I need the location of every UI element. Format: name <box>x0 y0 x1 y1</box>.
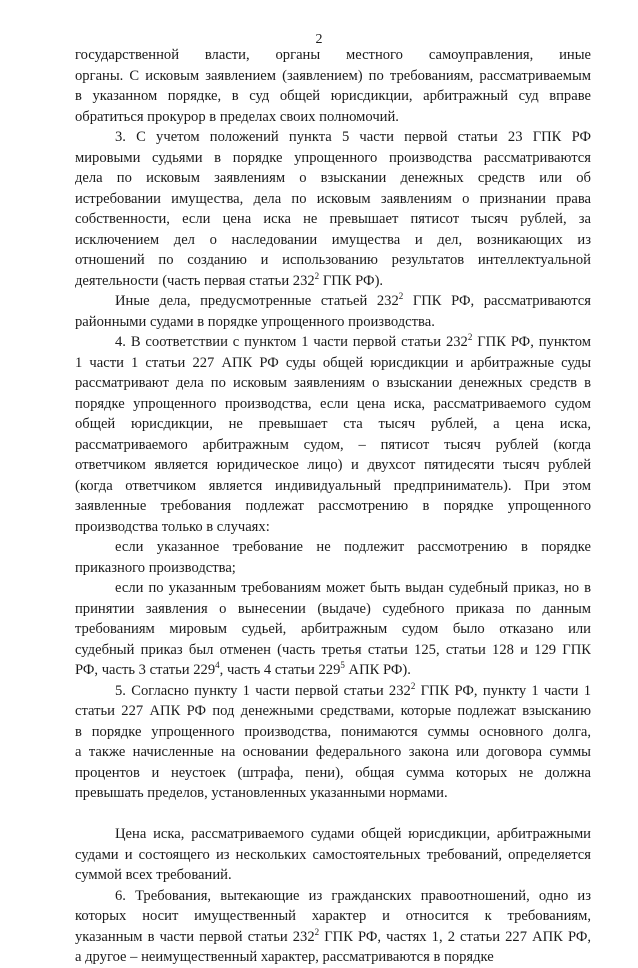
text-line <box>75 763 591 784</box>
paragraph <box>75 681 591 804</box>
line-text: рассматриваемого арбитражным судом, – пятисот тысяч рублей (когда <box>75 436 591 453</box>
text-line <box>75 414 591 435</box>
line-text: исключением дел о наследовании имущества и дел, возникающих из <box>75 231 591 248</box>
text-line <box>75 681 591 702</box>
line-text: , часть 4 статьи 229 <box>219 662 341 678</box>
line-text: ГПК РФ, пунктом <box>472 334 591 350</box>
line-text: процентов и неустоек (штрафа, пени), общая сумма которых не должна <box>75 764 591 781</box>
text-line <box>75 496 591 517</box>
text-line <box>75 86 591 107</box>
blank-line <box>75 804 591 825</box>
text-line <box>75 209 591 230</box>
line-text: ГПК РФ, пункту 1 части 1 <box>415 682 591 699</box>
text-line <box>75 558 591 579</box>
text-line <box>75 189 591 210</box>
paragraph <box>75 127 591 291</box>
text-line <box>75 927 591 948</box>
line-text: дела по исковым заявлениям о взыскании денежных средств или об <box>75 170 591 186</box>
line-text: ГПК РФ, рассматриваются <box>403 293 591 309</box>
text-line <box>75 127 591 148</box>
line-text: мировыми судьями в порядке упрощенного производства рассматриваются <box>75 149 591 166</box>
line-text: порядке упрощенного производства, если цена иска, рассматриваемого судом <box>75 395 591 412</box>
line-text: а также начисленные на основании федерального закона или договора суммы <box>75 744 591 760</box>
text-line <box>75 578 591 599</box>
text-line <box>75 66 591 87</box>
text-line <box>75 783 591 804</box>
text-line <box>75 599 591 620</box>
text-line <box>75 517 591 538</box>
text-line <box>75 845 591 866</box>
line-text: ответчиком является юридическое лицо) и двухсот пятидесяти тысяч рублей <box>75 457 591 473</box>
text-line <box>75 435 591 456</box>
text-line <box>75 701 591 722</box>
line-text: Иные дела, предусмотренные статьей 232 <box>115 293 399 309</box>
line-text: отношений по созданию и использованию результатов интеллектуальной <box>75 252 591 268</box>
text-line <box>75 865 591 886</box>
line-text: деятельности (часть первая статьи 232 <box>75 272 315 289</box>
line-text: статьи 227 АПК РФ под денежными средствами, которые подлежат взысканию <box>75 703 591 719</box>
line-text: заявленные требования подлежат рассмотрению в порядке упрощенного <box>75 498 591 514</box>
line-text: которых носит имущественный характер и относится к требованиям, <box>75 908 591 924</box>
line-text: Цена иска, рассматриваемого судами общей юрисдикции, арбитражными <box>115 826 591 842</box>
line-text: указанным в части первой статьи 232 <box>75 928 315 945</box>
line-text: 6. Требования, вытекающие из гражданских правоотношений, одно из <box>115 887 591 904</box>
line-text: органы. С исковым заявлением (заявлением) по требованиям, рассматриваемым <box>75 67 591 84</box>
line-text: истребовании имущества, дела по исковым заявлениям о признании права <box>75 190 591 207</box>
text-line <box>75 291 591 312</box>
text-line <box>75 312 591 333</box>
superscript: 2 <box>314 926 320 937</box>
text-line <box>75 250 591 271</box>
line-text: требованиям мировым судьей, арбитражным судом было отказано или <box>75 621 591 637</box>
text-line <box>75 168 591 189</box>
text-line <box>75 742 591 763</box>
superscript: 5 <box>340 660 345 671</box>
line-text: государственной власти, органы местного самоуправления, иные <box>75 47 591 63</box>
line-text: районными судами в порядке упрощенного производства. <box>75 313 435 330</box>
text-line <box>75 271 591 292</box>
line-text: в указанном порядке, в суд общей юрисдикции, арбитражный суд вправе <box>75 88 591 104</box>
paragraph <box>75 824 591 886</box>
paragraph <box>75 332 591 537</box>
paragraph <box>75 886 591 968</box>
line-text: АПК РФ). <box>344 662 411 678</box>
text-line <box>75 455 591 476</box>
document-body <box>75 45 591 968</box>
text-line <box>75 230 591 251</box>
text-line <box>75 619 591 640</box>
text-line <box>75 45 591 66</box>
line-text: рассматривают дела по исковым заявлениям о взыскании денежных средств в <box>75 375 591 391</box>
superscript: 2 <box>314 270 320 281</box>
line-text: ГПК РФ). <box>319 272 384 289</box>
superscript: 2 <box>410 680 416 691</box>
text-line <box>75 332 591 353</box>
line-text: РФ, часть 3 статьи 229 <box>75 662 216 678</box>
text-line <box>75 660 591 681</box>
line-text: собственности, если цена иска не превышает пятисот тысяч рублей, за <box>75 211 591 227</box>
line-text: в порядке упрощенного производства, понимаются суммы основного долга, <box>75 723 591 740</box>
line-text: превышать пределов, установленных указанными нормами. <box>75 785 448 801</box>
line-text: производства только в случаях: <box>75 518 270 535</box>
text-line <box>75 640 591 661</box>
superscript: 2 <box>398 291 404 302</box>
text-line <box>75 373 591 394</box>
line-text: а другое – неимущественный характер, рассматриваются в порядке <box>75 949 494 965</box>
line-text: 1 части 1 статьи 227 АПК РФ суды общей юрисдикции и арбитражные суды <box>75 354 591 371</box>
line-text: принятии заявления о вынесении (выдаче) судебного приказа по данным <box>75 600 591 617</box>
line-text: (когда ответчиком является индивидуальный предприниматель). При этом <box>75 477 591 494</box>
text-line <box>75 394 591 415</box>
text-line <box>75 537 591 558</box>
text-line <box>75 107 591 128</box>
text-line <box>75 947 591 968</box>
line-text: судами и состоящего из нескольких самостоятельных требований, определяется <box>75 846 591 863</box>
page-number: 2 <box>315 32 323 47</box>
line-text: если указанное требование не подлежит рассмотрению в порядке <box>115 539 591 555</box>
line-text: если по указанным требованиям может быть выдан судебный приказ, но в <box>115 580 591 596</box>
text-line <box>75 824 591 845</box>
text-line <box>75 353 591 374</box>
line-text: общей юрисдикции, не превышает ста тысяч рублей, а цена иска, <box>75 416 591 432</box>
text-line <box>75 476 591 497</box>
paragraph <box>75 45 591 127</box>
paragraph <box>75 291 591 332</box>
line-text: обратиться прокурор в пределах своих полномочий. <box>75 108 399 125</box>
line-text: суммой всех требований. <box>75 867 232 883</box>
superscript: 2 <box>467 332 473 343</box>
paragraph <box>75 578 591 681</box>
paragraph <box>75 537 591 578</box>
line-text: судебный приказ был отменен (часть третья статьи 125, статьи 128 и 129 ГПК <box>75 641 591 658</box>
text-line <box>75 148 591 169</box>
line-text: приказного производства; <box>75 559 236 576</box>
text-line <box>75 906 591 927</box>
superscript: 4 <box>215 660 220 671</box>
line-text: ГПК РФ, частях 1, 2 статьи 227 АПК РФ, <box>319 928 591 945</box>
text-line <box>75 722 591 743</box>
line-text: 3. С учетом положений пункта 5 части первой статьи 23 ГПК РФ <box>115 129 591 145</box>
line-text: 4. В соответствии с пунктом 1 части первой статьи 232 <box>115 334 468 350</box>
line-text: 5. Согласно пункту 1 части первой статьи 232 <box>115 682 411 699</box>
